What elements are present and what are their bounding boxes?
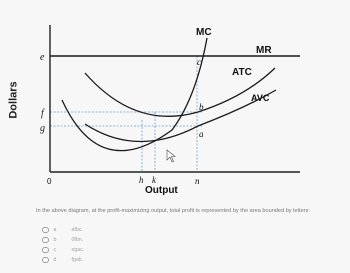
output-h-label: h [139,175,144,185]
answer-options [42,225,84,265]
mc-curve [62,38,207,151]
avc-label: AVC [251,93,270,103]
price-f-label: f [41,108,44,119]
option-c[interactable] [42,245,84,255]
cursor-arrow-icon [167,150,175,162]
price-g-label: g [40,123,45,134]
atc-label: ATC [232,67,252,78]
output-axis-label: Output [145,185,178,196]
option-d[interactable] [42,255,84,265]
output-k-label: k [152,175,156,185]
origin-label: 0 [47,177,52,186]
option-letter: a [53,227,57,233]
option-text: fgab. [71,257,84,263]
output-n-label: n [195,176,200,186]
option-b[interactable] [42,235,84,245]
option-letter: b [53,237,57,243]
point-b-label: b [199,102,204,112]
option-a[interactable] [42,225,84,235]
radio-icon[interactable] [42,237,49,244]
option-text: 0fbn. [71,237,84,243]
point-c-label: c [197,57,201,67]
radio-icon[interactable] [42,257,49,264]
option-letter: d [53,257,57,263]
option-text: egac. [71,247,85,253]
question-text: In the above diagram, at the profit-maximizing output, total profit is represented by the area bounded by letters: [36,208,310,214]
dollars-axis-label: Dollars [8,81,21,119]
price-e-label: e [40,52,45,63]
point-a-label: a [199,129,204,139]
option-letter: c [53,247,57,253]
option-text: afbc. [71,227,83,233]
radio-icon[interactable] [42,247,49,254]
mc-label: MC [196,27,212,38]
radio-icon[interactable] [42,227,49,234]
mr-label: MR [256,45,272,56]
